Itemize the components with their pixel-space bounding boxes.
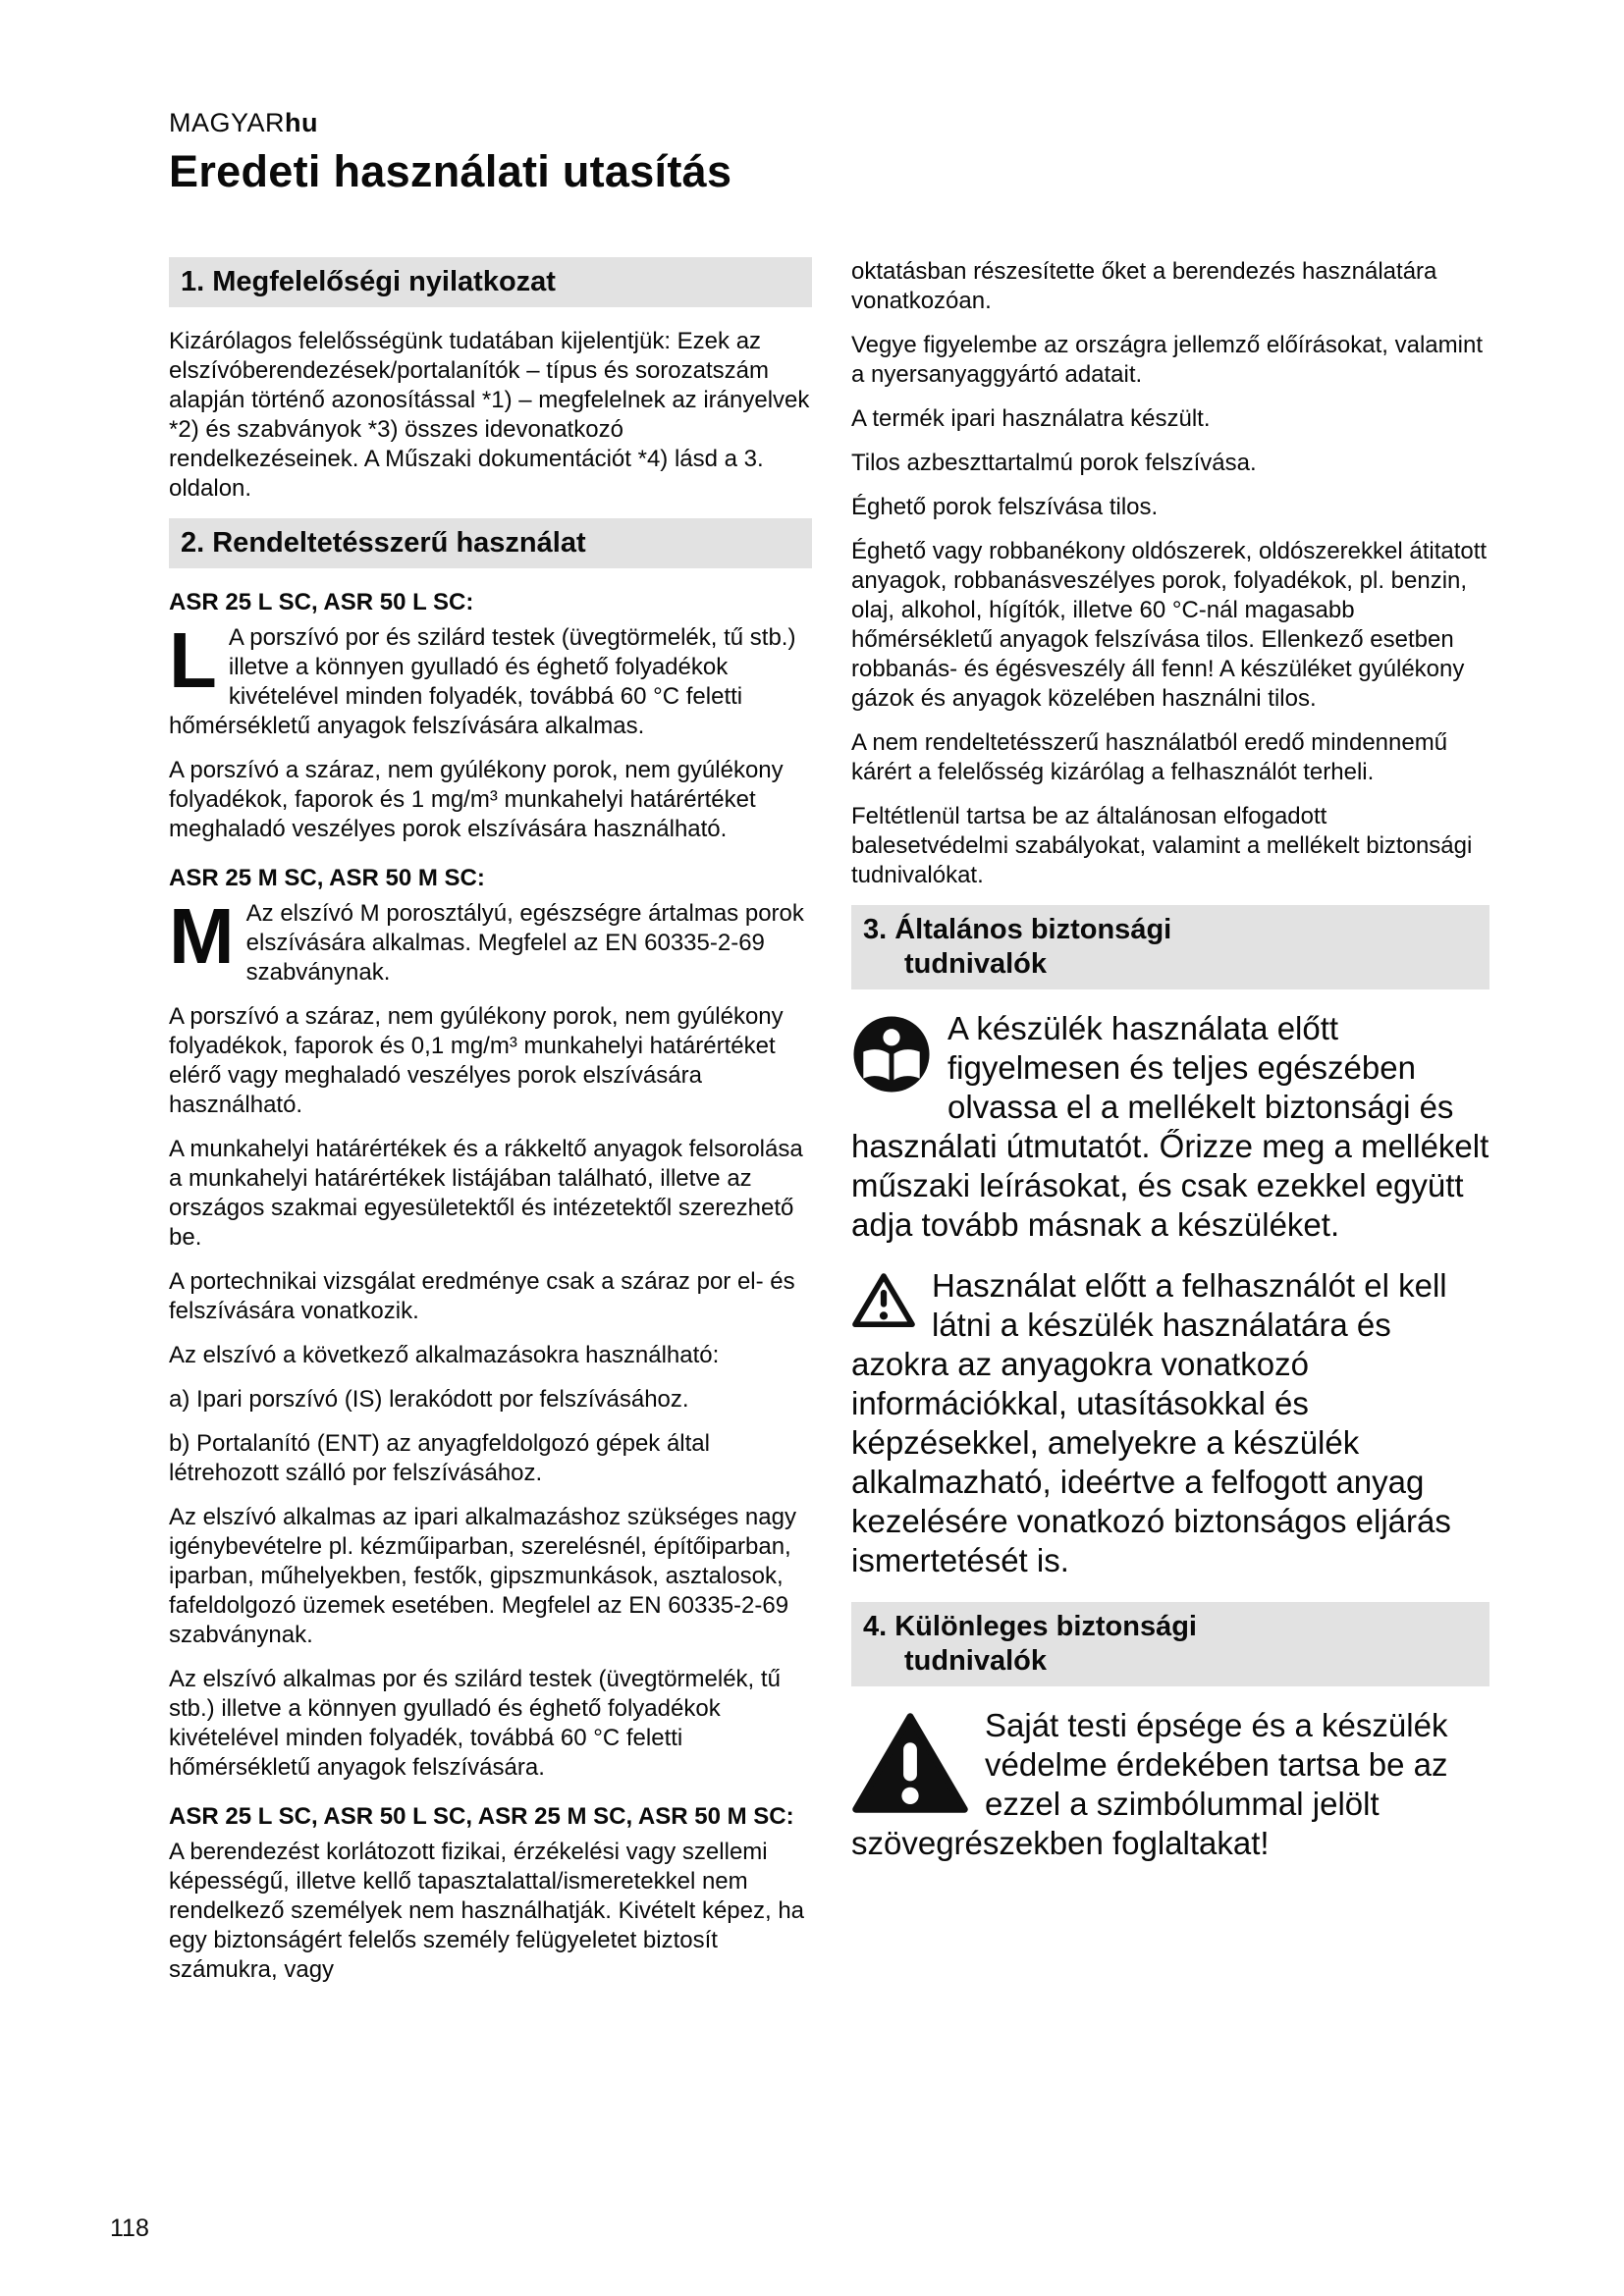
paragraph: A porszívó a száraz, nem gyúlékony porok, nem gyúlékony folyadékok, faporok és 0,1 mg/m³ munkahelyi határértéket elérő vagy meghaladó veszélyes porok elszívására használható. [169, 1003, 784, 1118]
page-title: Eredeti használati utasítás [169, 146, 732, 196]
paragraph: Kizárólagos felelősségünk tudatában kijelentjük: Ezek az elszívóberendezések/portalanítók – típus és sorozatszám alapján történő azonosítással *1) – megfelelnek az irányelvek *2) és szabványok *3) összes idevonatkozó rendelkezéseinek. A Műszaki dokumentációt *4) lásd a 3. oldalon. [169, 328, 810, 502]
paragraph: Feltétlenül tartsa be az általánosan elfogadott balesetvédelmi szabályokat, valamint a mellékelt biztonsági tudnivalókat. [851, 803, 1473, 888]
paragraph: A porszívó a száraz, nem gyúlékony porok, nem gyúlékony folyadékok, faporok és 1 mg/m³ munkahelyi határértéket meghaladó veszélyes porok elszívására használható. [169, 757, 784, 842]
right-column [851, 257, 1489, 1885]
safety-paragraph [851, 1706, 1489, 1863]
paragraph: A munkahelyi határértékek és a rákkeltő anyagok felsorolása a munkahelyi határértékek listájában található, illetve az országos szakmai egyesületektől és intézetektől szerezhető be. [169, 1136, 803, 1251]
section-4-heading-line2: tudnivalók [904, 1645, 1048, 1677]
model-subheading-m: ASR 25 M SC, ASR 50 M SC: [169, 865, 485, 891]
language-label [169, 108, 731, 138]
section-3-heading-line1: 3. Általános biztonsági [863, 914, 1172, 945]
content-columns [169, 257, 1489, 2000]
paragraph: Tilos azbeszttartalmú porok felszívása. [851, 450, 1257, 476]
warning-triangle-filled-icon [851, 1711, 969, 1815]
section-4-heading [851, 1602, 1489, 1686]
safety-paragraph-text: Használat előtt a felhasználót el kell látni a készülék használatára és azokra az anyagokra vonatkozó információkkal, utasításokkal és képzésekkel, amelyekre a készülék alkalmazható, ideértve a felfogott anyag kezelésére vonatkozó biztonságos eljárás ismertetését is. [851, 1267, 1451, 1578]
warning-triangle-icon [851, 1271, 916, 1328]
paragraph: Az elszívó alkalmas por és szilárd testek (üvegtörmelék, tű stb.) illetve a könnyen gyulladó és éghető folyadékok kivételével minden folyadék, továbbá 60 °C feletti hőmérsékletű anyagok felszívására. [169, 1666, 781, 1781]
paragraph [169, 616, 812, 741]
safety-paragraph-text: A készülék használata előtt figyelmesen és teljes egészében olvassa el a mellékelt biztonsági és használati útmutatót. Őrizze meg a mellékelt műszaki leírásokat, és csak ezekkel együtt adja tovább másnak a készüléket. [851, 1010, 1489, 1243]
dust-class-l-icon: L [169, 616, 217, 704]
left-column [169, 257, 812, 2000]
safety-paragraph-text: Saját testi épsége és a készülék védelme érdekében tartsa be az ezzel a szimbólummal jelölt szövegrészekben foglaltakat! [851, 1707, 1448, 1861]
paragraph-text: A porszívó por és szilárd testek (üvegtörmelék, tű stb.) illetve a könnyen gyulladó és éghető folyadékok kivételével minden folyadék, továbbá 60 °C feletti hőmérsékletű anyagok felszívására alkalmas. [169, 624, 796, 739]
list-item-b: b) Portalanító (ENT) az anyagfeldolgozó gépek által létrehozott szálló por felszívásához. [169, 1430, 710, 1486]
paragraph [169, 892, 812, 988]
section-4-heading-line1: 4. Különleges biztonsági [863, 1611, 1197, 1642]
model-subheading-all: ASR 25 L SC, ASR 50 L SC, ASR 25 M SC, ASR 50 M SC: [169, 1803, 794, 1830]
dust-class-m-icon: M [169, 892, 235, 980]
paragraph: A portechnikai vizsgálat eredménye csak a száraz por el- és felszívására vonatkozik. [169, 1268, 795, 1324]
paragraph: Éghető vagy robbanékony oldószerek, oldószerekkel átitatott anyagok, robbanásveszélyes porok, folyadékok, pl. benzin, olaj, alkohol, hígítók, illetve 60 °C-nál magasabb hőmérsékletű anyagok felszívása tilos. Ellenkező esetben robbanás- és égésveszély áll fenn! A készüléket gyúlékony gázok és anyagok közelében használni tilos. [851, 538, 1488, 712]
paragraph: Az elszívó a következő alkalmazásokra használható: [169, 1342, 720, 1368]
paragraph: A nem rendeltetésszerű használatból eredő mindennemű kárért a felelősség kizárólag a felhasználót terheli. [851, 729, 1448, 785]
page-header [169, 108, 731, 197]
paragraph-text: Az elszívó M porosztályú, egészségre ártalmas porok elszívására alkalmas. Megfelel az EN 60335-2-69 szabványnak. [245, 900, 804, 986]
read-manual-icon [851, 1014, 932, 1095]
section-2-heading: 2. Rendeltetésszerű használat [169, 518, 812, 568]
paragraph: Vegye figyelembe az országra jellemző előírásokat, valamint a nyersanyaggyártó adatait. [851, 332, 1483, 388]
list-item-a: a) Ipari porszívó (IS) lerakódott por felszívásához. [169, 1386, 689, 1413]
language-code: hu [285, 108, 319, 137]
paragraph: A berendezést korlátozott fizikai, érzékelési vagy szellemi képességű, illetve kellő tapasztalattal/ismeretekkel nem rendelkező személyek nem használhatják. Kivételt képez, ha egy biztonságért felelős személy felügyeletet biztosít számukra, vagy [169, 1839, 805, 1983]
section-3-heading-line2: tudnivalók [904, 948, 1048, 980]
paragraph: oktatásban részesítette őket a berendezés használatára vonatkozóan. [851, 258, 1437, 314]
language-name: MAGYAR [169, 108, 286, 137]
section-3-heading [851, 905, 1489, 989]
paragraph: Éghető porok felszívása tilos. [851, 494, 1159, 520]
safety-paragraph [851, 1266, 1489, 1580]
page-number: 118 [110, 2215, 149, 2242]
paragraph: A termék ipari használatra készült. [851, 405, 1211, 432]
model-subheading-l: ASR 25 L SC, ASR 50 L SC: [169, 589, 474, 615]
paragraph: Az elszívó alkalmas az ipari alkalmazáshoz szükséges nagy igénybevételre pl. kézműiparban, szerelésnél, építőiparban, iparban, műhelyekben, festők, gipszmunkások, asztalosok, fafeldolgozó üzemek esetében. Megfelel az EN 60335-2-69 szabványnak. [169, 1504, 796, 1648]
section-1-heading: 1. Megfelelőségi nyilatkozat [169, 257, 812, 307]
safety-paragraph [851, 1009, 1489, 1245]
